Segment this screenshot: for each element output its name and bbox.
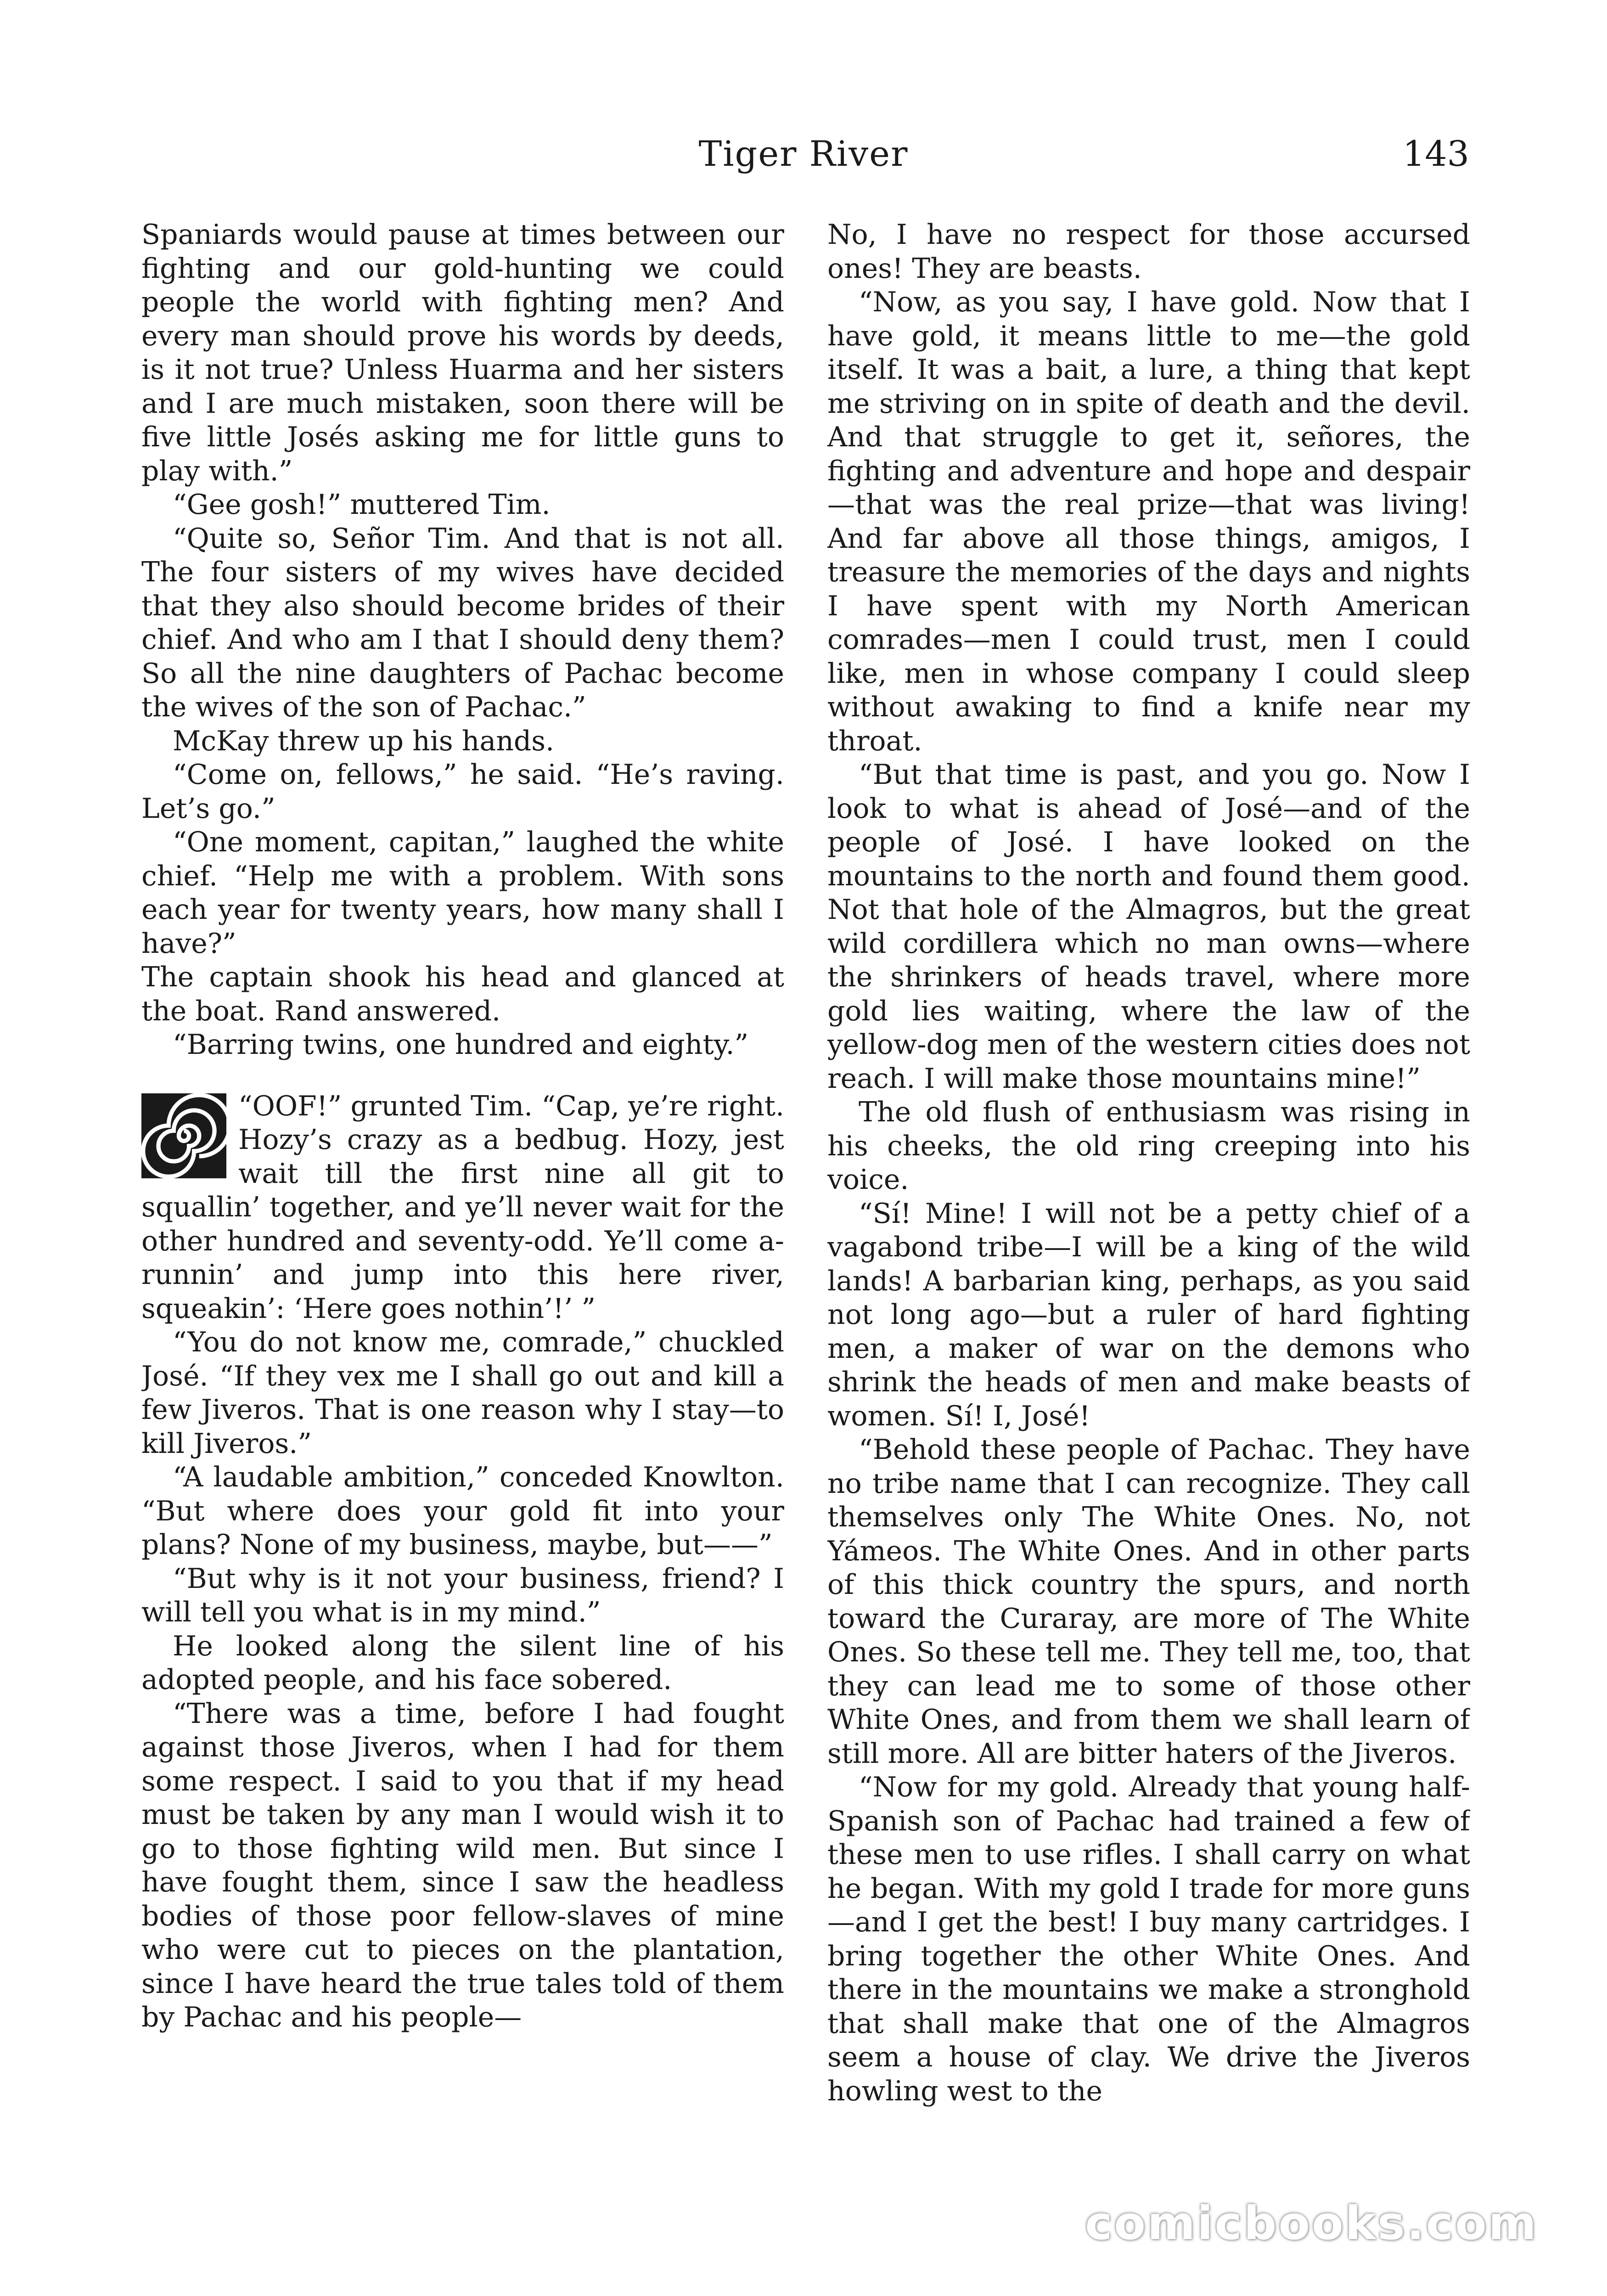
running-title: Tiger River bbox=[698, 133, 909, 174]
paragraph: McKay threw up his hands. bbox=[173, 725, 555, 757]
paragraph: “OOF!” grunted Tim. “Cap, ye’re right. Hozy’s crazy as a bedbug. Hozy, jest wait till the first nine all git to squallin’ together, and ye’ll never wait for the other hundred and seventy-odd. Ye’ll come a-runnin’ and jump into this here river, squeakin’: ‘Here goes nothin’!’ ” bbox=[141, 1090, 784, 1325]
paragraph: “But that time is past, and you go. Now I look to what is ahead of José—and of the people of José. I have looked on the mountains to the north and found them good. Not that hole of the Almagros, but the great wild cordillera which no man owns—where the shrinkers of heads travel, where more gold lies waiting, where the law of the yellow-dog men of the western cities does not reach. I will make those mountains mine!” bbox=[827, 759, 1470, 1095]
paragraph: “Behold these people of Pachac. They have no tribe name that I can recognize. They call themselves only The White Ones. No, not Yámeos. The White Ones. And in other parts of this thick country the spurs, and north toward the Curaray, are more of The White Ones. So these tell me. They tell me, too, that they can lead me to some of those other White Ones, and from them we shall learn of still more. All are bitter haters of the Jiveros. bbox=[827, 1434, 1470, 1770]
paragraph: No, I have no respect for those accursed ones! They are beasts. bbox=[827, 219, 1470, 285]
paragraph: “But why is it not your business, friend? I will tell you what is in my mind.” bbox=[141, 1562, 784, 1628]
section-break bbox=[141, 1090, 784, 1326]
paragraph: “One moment, capitan,” laughed the white chief. “Help me with a problem. With sons each year for twenty years, how many shall I have?” bbox=[141, 826, 784, 960]
page-number: 143 bbox=[1402, 133, 1469, 174]
watermark: comicbooks.com bbox=[1085, 2196, 1538, 2250]
spiral-ornament-icon bbox=[141, 1093, 226, 1178]
paragraph: “Now for my gold. Already that young half-Spanish son of Pachac had trained a few of these men to use rifles. I shall carry on what he began. With my gold I trade for more guns—and I get the best! I buy many cartridges. I bring together the other White Ones. And there in the mountains we make a stronghold that shall make that one of the Almagros seem a house of clay. We drive the Jiveros howling west to the bbox=[827, 1771, 1470, 2107]
paragraph: “Now, as you say, I have gold. Now that I have gold, it means little to me—the gold itself. It was a bait, a lure, a thing that kept me striving on in spite of death and the devil. And that struggle to get it, señores, the fighting and adventure and hope and despair—that was the real prize—that was living! And far above all those things, amigos, I treasure the memories of the days and nights I have spent with my North American comrades—men I could trust, men I could like, men in whose company I could sleep without awaking to find a knife near my throat. bbox=[827, 286, 1470, 757]
paragraph: The old flush of enthusiasm was rising in his cheeks, the old ring creeping into his voice. bbox=[827, 1096, 1470, 1196]
paragraph: “Barring twins, one hundred and eighty.” bbox=[173, 1029, 749, 1061]
paragraph: “You do not know me, comrade,” chuckled José. “If they vex me I shall go out and kill a few Jiveros. That is one reason why I stay—to kill Jiveros.” bbox=[141, 1326, 784, 1460]
paragraph: “Come on, fellows,” he said. “He’s raving. Let’s go.” bbox=[141, 759, 784, 825]
paragraph: “Gee gosh!” muttered Tim. bbox=[173, 489, 551, 521]
running-head bbox=[138, 133, 1469, 197]
paragraph: “There was a time, before I had fought against those Jiveros, when I had for them some respect. I said to you that if my head must be taken by any man I would wish it to go to those fighting wild men. But since I have fought them, since I saw the headless bodies of those poor fellow-slaves of mine who were cut to pieces on the plantation, since I have heard the true tales told of them by Pachac and his people— bbox=[141, 1697, 784, 2033]
paragraph: “A laudable ambition,” conceded Knowlton. “But where does your gold fit into your plans? None of my business, maybe, but——” bbox=[141, 1461, 784, 1561]
paragraph: He looked along the silent line of his adopted people, and his face sobered. bbox=[141, 1630, 784, 1696]
right-column bbox=[827, 218, 1470, 2161]
paragraph: Spaniards would pause at times between our fighting and our gold-hunting we could people the world with fighting men? And every man should prove his words by deeds, is it not true? Unless Huarma and her sisters and I are much mistaken, soon there will be five little Josés asking me for little guns to play with.” bbox=[141, 219, 784, 487]
paragraph: The captain shook his head and glanced at the boat. Rand answered. bbox=[141, 961, 784, 1027]
paragraph: “Quite so, Señor Tim. And that is not all. The four sisters of my wives have decided that they also should become brides of their chief. And who am I that I should deny them? So all the nine daughters of Pachac become the wives of the son of Pachac.” bbox=[141, 522, 784, 723]
left-column bbox=[141, 218, 784, 2161]
paragraph: “Sí! Mine! I will not be a petty chief of a vagabond tribe—I will be a king of the wild lands! A barbarian king, perhaps, as you said not long ago—but a ruler of hard fighting men, a maker of war on the demons who shrink the heads of men and make beasts of women. Sí! I, José! bbox=[827, 1197, 1470, 1432]
